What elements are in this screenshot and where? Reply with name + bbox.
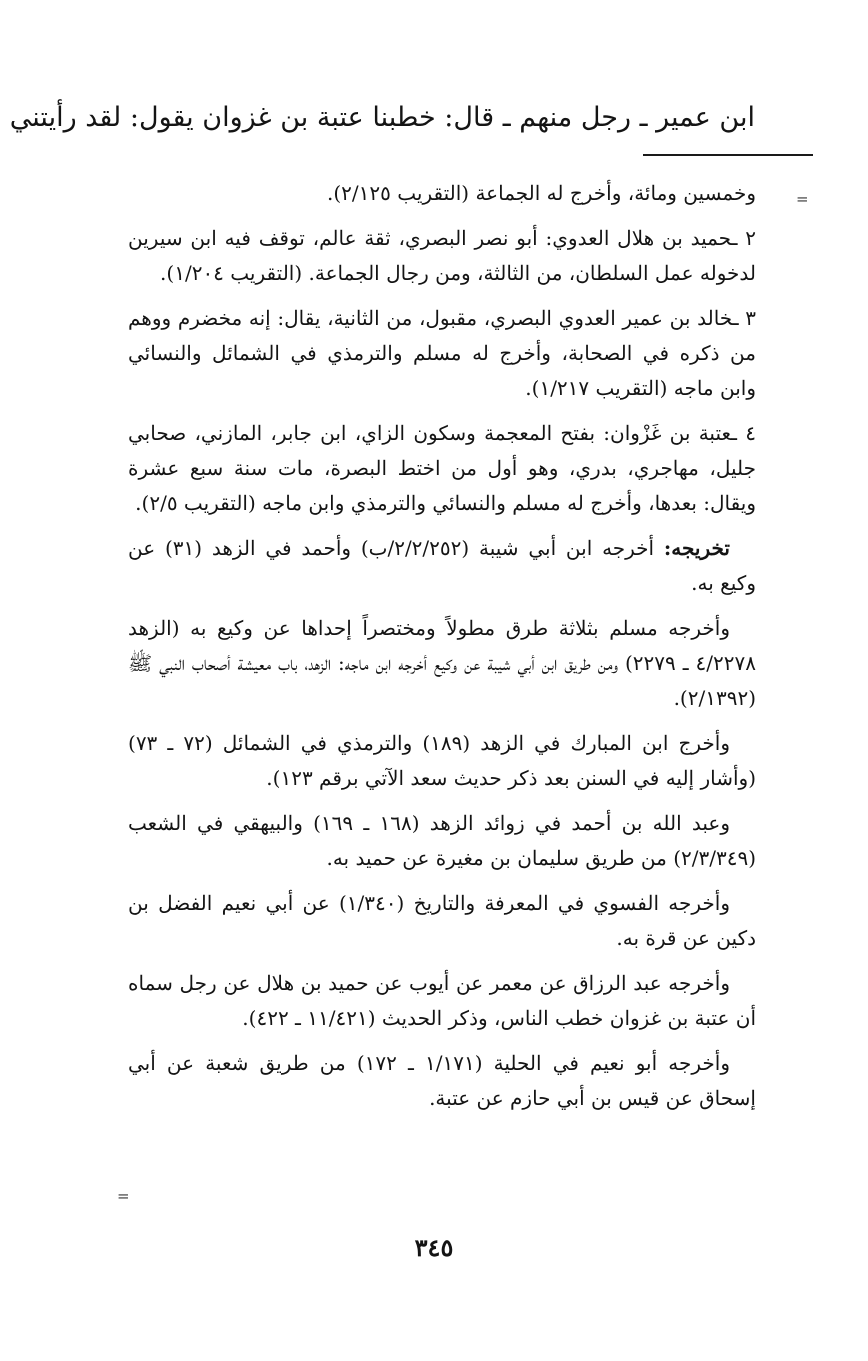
footnote-text: حميد بن هلال العدوي: أبو نصر البصري، ثقة عالم، توقف فيه ابن سيرين لدخوله عمل السلطان، من الثالثة، ومن رجال الجماعة. (التقريب ١/٢٠٤). [128,226,756,285]
footnote-continuation [128,176,756,211]
footnote-number: ٤ ـ [731,421,757,445]
takhrij-text: أخرجه ابن أبي شيبة (٢/٢/٢٥٢/ب) وأحمد في الزهد (٣١) عن وكيع به. [128,536,756,595]
footnote-separator-rule [643,154,813,156]
takhrij-label: تخريجه: [663,536,730,560]
footnote-text: وخمسين ومائة، وأخرج له الجماعة (التقريب ٢/١٢٥). [327,181,756,205]
footnote-item [128,416,756,521]
running-header-text: ابن عمير ـ رجل منهم ـ قال: خطبنا عتبة بن غزوان يقول: لقد رأيتني [9,102,755,133]
footnote-text: عتبة بن غَزْوان: بفتح المعجمة وسكون الزاي، ابن جابر، المازني، صحابي جليل، مهاجري، بدري، وهو أول من اختط البصرة، مات سنة سبع عشرة ويقال: بعدها، وأخرج له مسلم والنسائي والترمذي وابن ماجه (التقريب ٢/٥). [128,421,756,515]
footnote-number: ٢ ـ [731,226,757,250]
footnote-text: خالد بن عمير العدوي البصري، مقبول، من الثانية، يقال: إنه مخضرم ووهم من ذكره في الصحابة، وأخرج له مسلم والترمذي في الشمائل والنسائي وابن ماجه (التقريب ١/٢١٧). [128,306,756,400]
body-paragraph: وأخرجه الفسوي في المعرفة والتاريخ (١/٣٤٠) عن أبي نعيم الفضل بن دكين عن قرة به. [128,891,756,950]
footnotes-body [128,176,756,1126]
body-paragraph: وعبد الله بن أحمد في زوائد الزهد (١٦٨ ـ ١٦٩) والبيهقي في الشعب (٢/٣/٣٤٩) من طريق سليمان بن مغيرة عن حميد به. [128,811,756,870]
continuation-mark-bottom: = [117,1187,130,1205]
body-paragraph: وأخرجه مسلم بثلاثة طرق مطولاً ومختصراً إحداها عن وكيع به (الزهد ٤/٢٢٧٨ ـ ٢٢٧٩) ومن طريق ابن أبي شيبة عن وكيع أخرجه ابن ماجه: الزهد، باب معيشة أصحاب النبي ﷺ (٢/١٣٩٢). [128,616,756,710]
footnote-item [128,221,756,291]
takhrij-paragraph [128,531,756,601]
footnote-item [128,301,756,406]
body-paragraph: وأخرجه عبد الرزاق عن معمر عن أيوب عن حميد بن هلال عن رجل سماه أن عتبة بن غزوان خطب الناس، وذكر الحديث (١١/٤٢١ ـ ٤٢٢). [128,971,756,1030]
body-paragraph: وأخرج ابن المبارك في الزهد (١٨٩) والترمذي في الشمائل (٧٢ ـ ٧٣) (وأشار إليه في السنن بعد ذكر حديث سعد الآتي برقم ١٢٣). [128,731,756,790]
footnote-number: ٣ ـ [732,306,756,330]
continuation-mark-top: = [796,190,809,208]
body-paragraph: وأخرجه أبو نعيم في الحلية (١/١٧١ ـ ١٧٢) من طريق شعبة عن أبي إسحاق عن قيس بن أبي حازم عن عتبة. [128,1051,756,1110]
page-number: ٣٤٥ [414,1233,454,1262]
